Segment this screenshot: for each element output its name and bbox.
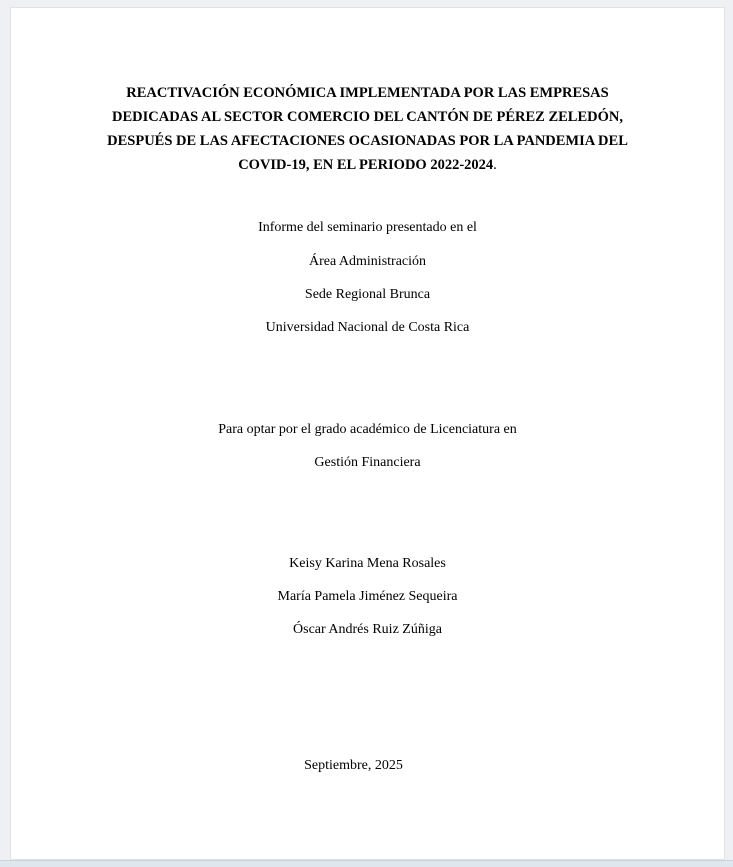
- author-1: Keisy Karina Mena Rosales: [289, 556, 446, 571]
- author-3: Óscar Andrés Ruiz Zúñiga: [293, 622, 442, 637]
- presentation-line-3: Sede Regional Brunca: [304, 287, 431, 302]
- presentation-line-2: Área Administración: [308, 254, 427, 269]
- author-2: María Pamela Jiménez Sequeira: [277, 589, 458, 604]
- viewer-bottom-bar: [0, 860, 733, 867]
- document-page: [10, 7, 725, 860]
- degree-line-2: Gestión Financiera: [314, 455, 421, 470]
- degree-line-1: Para optar por el grado académico de Licenciatura en: [218, 422, 517, 437]
- document-title-text: REACTIVACIÓN ECONÓMICA IMPLEMENTADA POR LAS EMPRESAS DEDICADAS AL SECTOR COMERCIO DEL CANTÓN DE PÉREZ ZELEDÓN, DESPUÉS DE LAS AFECTACIONES OCASIONADAS POR LA PANDEMIA DEL COVID-19, EN EL PERIODO 2022-2024: [107, 85, 628, 173]
- document-title-period: .: [493, 157, 497, 173]
- presentation-line-4: Universidad Nacional de Costa Rica: [265, 320, 470, 335]
- presentation-line-1: Informe del seminario presentado en el: [258, 220, 477, 235]
- document-title: [101, 81, 634, 177]
- document-date: Septiembre, 2025: [304, 758, 403, 773]
